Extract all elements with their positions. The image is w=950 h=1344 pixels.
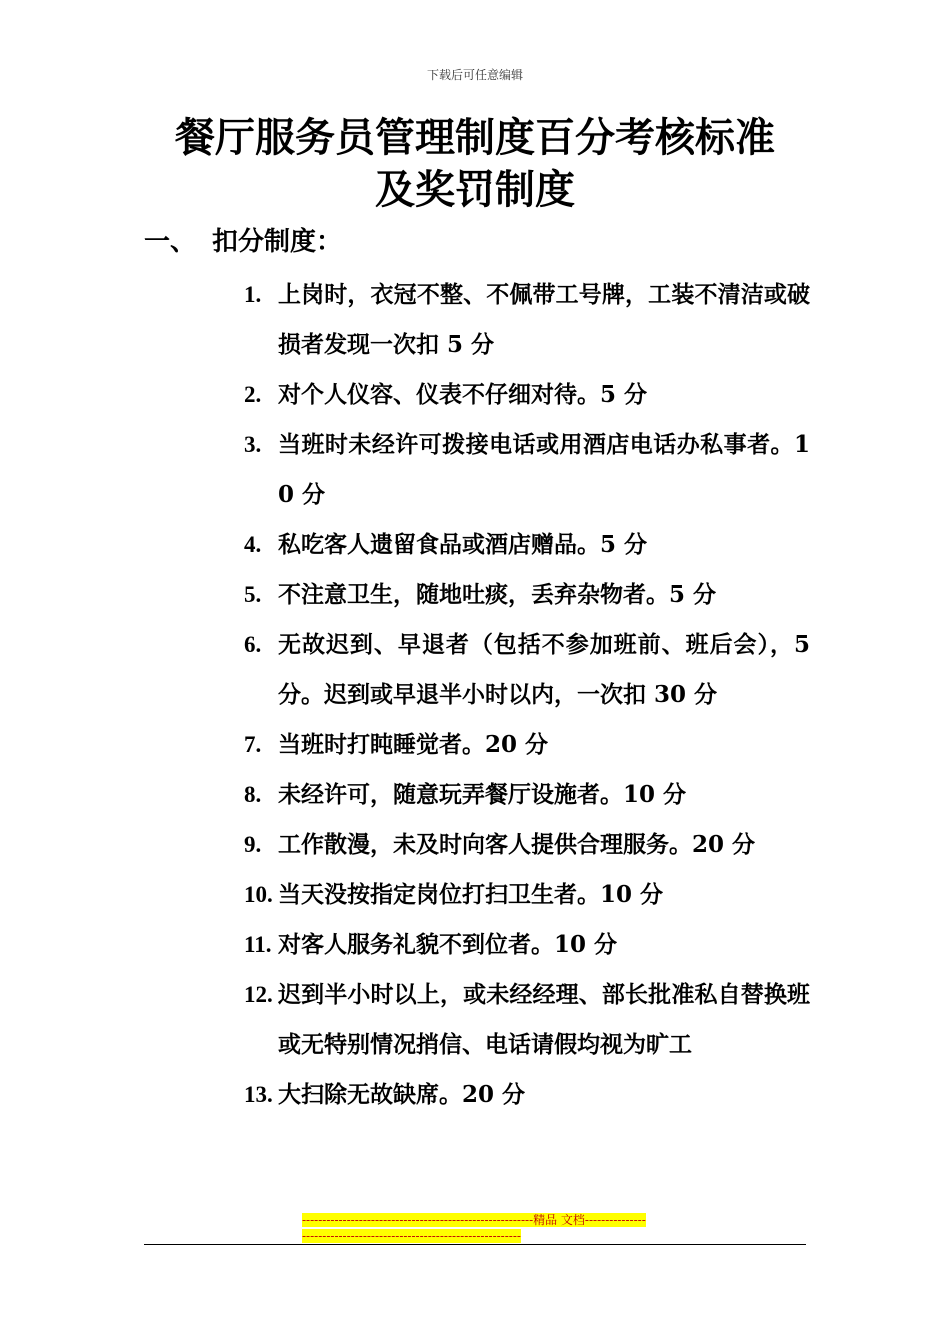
section-heading — [144, 222, 342, 262]
item-text: 上岗时，衣冠不整、不佩带工号牌，工装不清洁或破损者发现一次扣 5 分 — [278, 281, 810, 358]
list-item — [244, 1070, 810, 1120]
item-text: 当班时未经许可拨接电话或用酒店电话办私事者。10 分 — [278, 431, 810, 508]
item-text: 对客人服务礼貌不到位者。10 分 — [278, 931, 618, 958]
item-number: 7. — [244, 732, 262, 757]
item-text: 私吃客人遗留食品或酒店赠品。5 分 — [278, 531, 648, 558]
item-number: 1. — [244, 282, 262, 307]
header-note: 下载后可任意编辑 — [426, 68, 523, 82]
list-item — [244, 520, 810, 570]
footer-divider — [144, 1244, 806, 1245]
item-number: 11. — [244, 932, 272, 957]
item-number: 5. — [244, 582, 262, 607]
item-text: 未经许可，随意玩弄餐厅设施者。10 分 — [278, 781, 687, 808]
item-number: 9. — [244, 832, 262, 857]
list-item — [244, 870, 810, 920]
title-line-2: 及奖罚制度 — [375, 166, 575, 213]
section-title: 扣分制度： — [212, 227, 343, 257]
document-title — [0, 112, 950, 216]
item-text: 迟到半小时以上，或未经经理、部长批准私自替换班或无特别情况捎信、电话请假均视为旷工 — [278, 981, 810, 1058]
item-number: 2. — [244, 382, 262, 407]
item-text: 不注意卫生，随地吐痰，丢弃杂物者。5 分 — [278, 581, 717, 608]
section-number: 一、 — [144, 227, 197, 257]
item-text: 大扫除无故缺席。20 分 — [278, 1081, 526, 1108]
item-text: 当天没按指定岗位打扫卫生者。10 分 — [278, 881, 664, 908]
item-number: 4. — [244, 532, 262, 557]
list-item — [244, 720, 810, 770]
item-number: 6. — [244, 632, 262, 657]
item-number: 12. — [244, 982, 273, 1007]
item-number: 3. — [244, 432, 262, 457]
list-item — [244, 370, 810, 420]
list-item — [244, 820, 810, 870]
title-line-1: 餐厅服务员管理制度百分考核标准 — [175, 114, 775, 161]
list-item — [244, 270, 810, 370]
list-item — [244, 920, 810, 970]
item-text: 无故迟到、早退者（包括不参加班前、班后会），5 分。迟到或早退半小时以内，一次扣 30 分 — [278, 631, 810, 708]
item-text: 工作散漫，未及时向客人提供合理服务。20 分 — [278, 831, 756, 858]
list-item — [244, 770, 810, 820]
list-item — [244, 620, 810, 720]
item-number: 13. — [244, 1082, 273, 1107]
item-number: 8. — [244, 782, 262, 807]
deduction-list — [244, 270, 810, 1120]
list-item — [244, 970, 810, 1070]
list-item — [244, 570, 810, 620]
item-text: 当班时打盹睡觉者。20 分 — [278, 731, 549, 758]
footer-watermark — [302, 1212, 648, 1244]
item-text: 对个人仪容、仪表不仔细对待。5 分 — [278, 381, 648, 408]
list-item — [244, 420, 810, 520]
item-number: 10. — [244, 882, 273, 907]
footer-watermark-text: ---------------------------------------------------------精品 文档--------------------------------------------------------------------- — [302, 1213, 646, 1243]
